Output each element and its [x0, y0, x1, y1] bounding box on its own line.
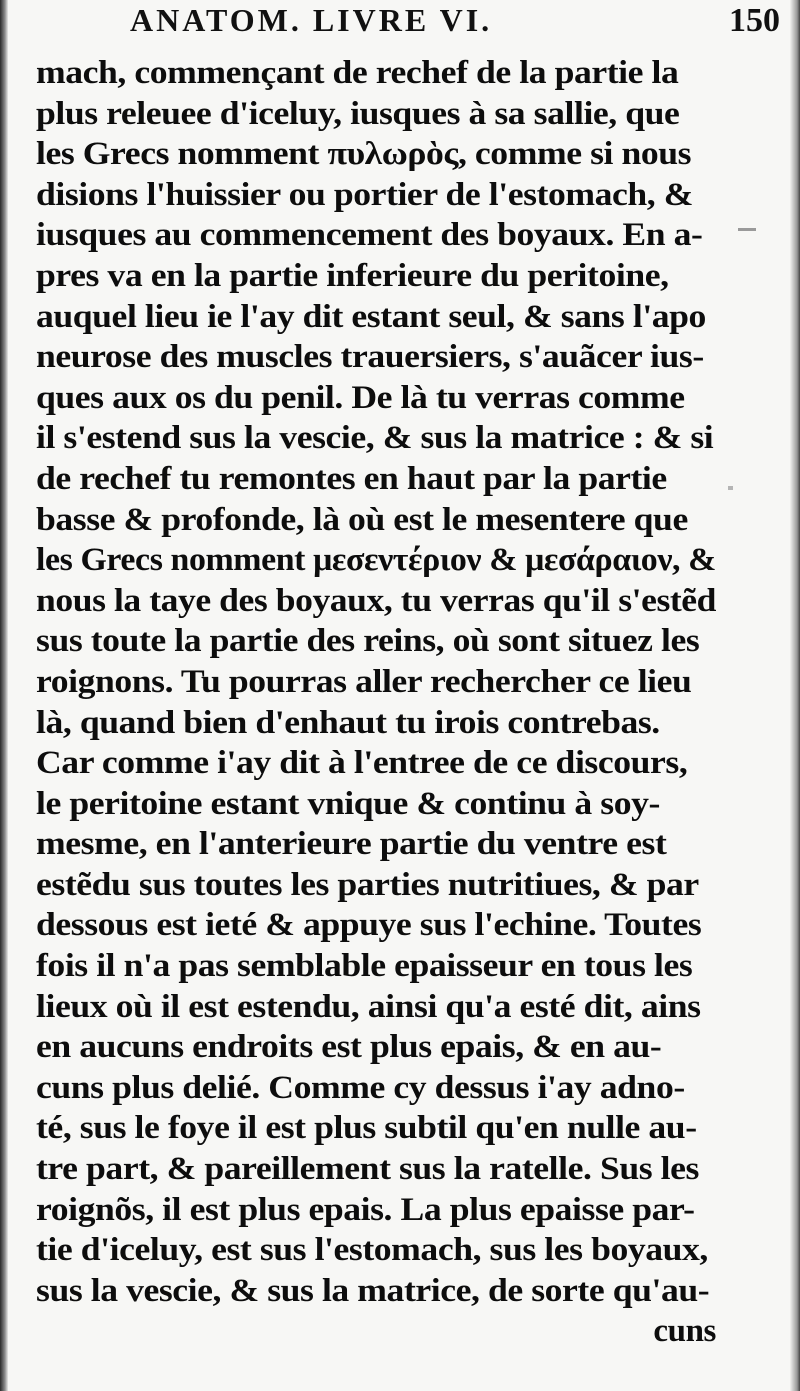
text-line: les Grecs nomment μεσεντέριον & μεσάραιον, & — [36, 542, 716, 579]
text-line: dessous est ieté & appuye sus l'echine. Toutes — [36, 907, 702, 944]
text-line: estẽdu sus toutes les parties nutritiues, & par — [36, 866, 699, 903]
text-line: disions l'huissier ou portier de l'estomach, & — [36, 176, 694, 213]
text-line: basse & profonde, là où est le mesentere que — [36, 501, 688, 538]
text-line: les Grecs nomment πυλωρὸς, comme si nous — [36, 136, 692, 173]
running-head — [130, 2, 780, 42]
text-line: le peritoine estant vnique & continu à soy- — [36, 785, 660, 822]
text-line: neurose des muscles trauersiers, s'auãcer ius- — [36, 339, 704, 376]
running-title: ANATOM. LIVRE VI. — [130, 2, 493, 38]
margin-speck — [728, 486, 733, 490]
text-line: ques aux os du penil. De là tu verras comme — [36, 379, 685, 416]
text-line: iusques au commencement des boyaux. En a- — [36, 217, 703, 254]
text-line: fois il n'a pas semblable epaisseur en tous les — [36, 948, 693, 985]
text-line: pres va en la partie inferieure du peritoine, — [36, 257, 669, 294]
page-edge-shadow — [790, 0, 800, 1391]
margin-mark — [738, 228, 756, 231]
text-line: il s'estend sus la vescie, & sus la matrice : & si — [36, 420, 714, 457]
text-line: de rechef tu remontes en haut par la partie — [36, 460, 667, 497]
show-through-text — [50, 1322, 170, 1352]
body-text — [36, 53, 716, 1352]
text-line: cuns plus delié. Comme cy dessus i'ay adno- — [36, 1069, 685, 1106]
page-gutter-shadow — [0, 0, 8, 1391]
text-line: tre part, & pareillement sus la ratelle. Sus les — [36, 1151, 699, 1188]
text-line: roignõs, il est plus epais. La plus epaisse par- — [36, 1191, 695, 1228]
text-line: lieux où il est estendu, ainsi qu'a esté dit, ains — [36, 988, 701, 1025]
text-line: tie d'iceluy, est sus l'estomach, sus les boyaux, — [36, 1232, 708, 1269]
text-line: sus toute la partie des reins, où sont situez les — [36, 623, 700, 660]
text-line: nous la taye des boyaux, tu verras qu'il s'estẽd — [36, 582, 716, 619]
text-line: mach, commençant de rechef de la partie la — [36, 55, 679, 91]
text-line: auquel lieu ie l'ay dit estant seul, & sans l'apo — [36, 298, 706, 335]
text-line: roignons. Tu pourras aller rechercher ce lieu — [36, 663, 692, 700]
page-number: 150 — [729, 2, 780, 39]
catchword: cuns — [653, 1313, 716, 1350]
text-line: sus la vescie, & sus la matrice, de sorte qu'au- — [36, 1272, 710, 1309]
text-line: Car comme i'ay dit à l'entree de ce discours, — [36, 745, 688, 782]
text-line: plus releuee d'iceluy, iusques à sa sallie, que — [36, 95, 680, 132]
text-line: en aucuns endroits est plus epais, & en au- — [36, 1029, 662, 1066]
text-line: mesme, en l'anterieure partie du ventre est — [36, 826, 667, 863]
text-line: té, sus le foye il est plus subtil qu'en nulle au- — [36, 1110, 697, 1147]
text-line: là, quand bien d'enhaut tu irois contrebas. — [36, 704, 660, 741]
